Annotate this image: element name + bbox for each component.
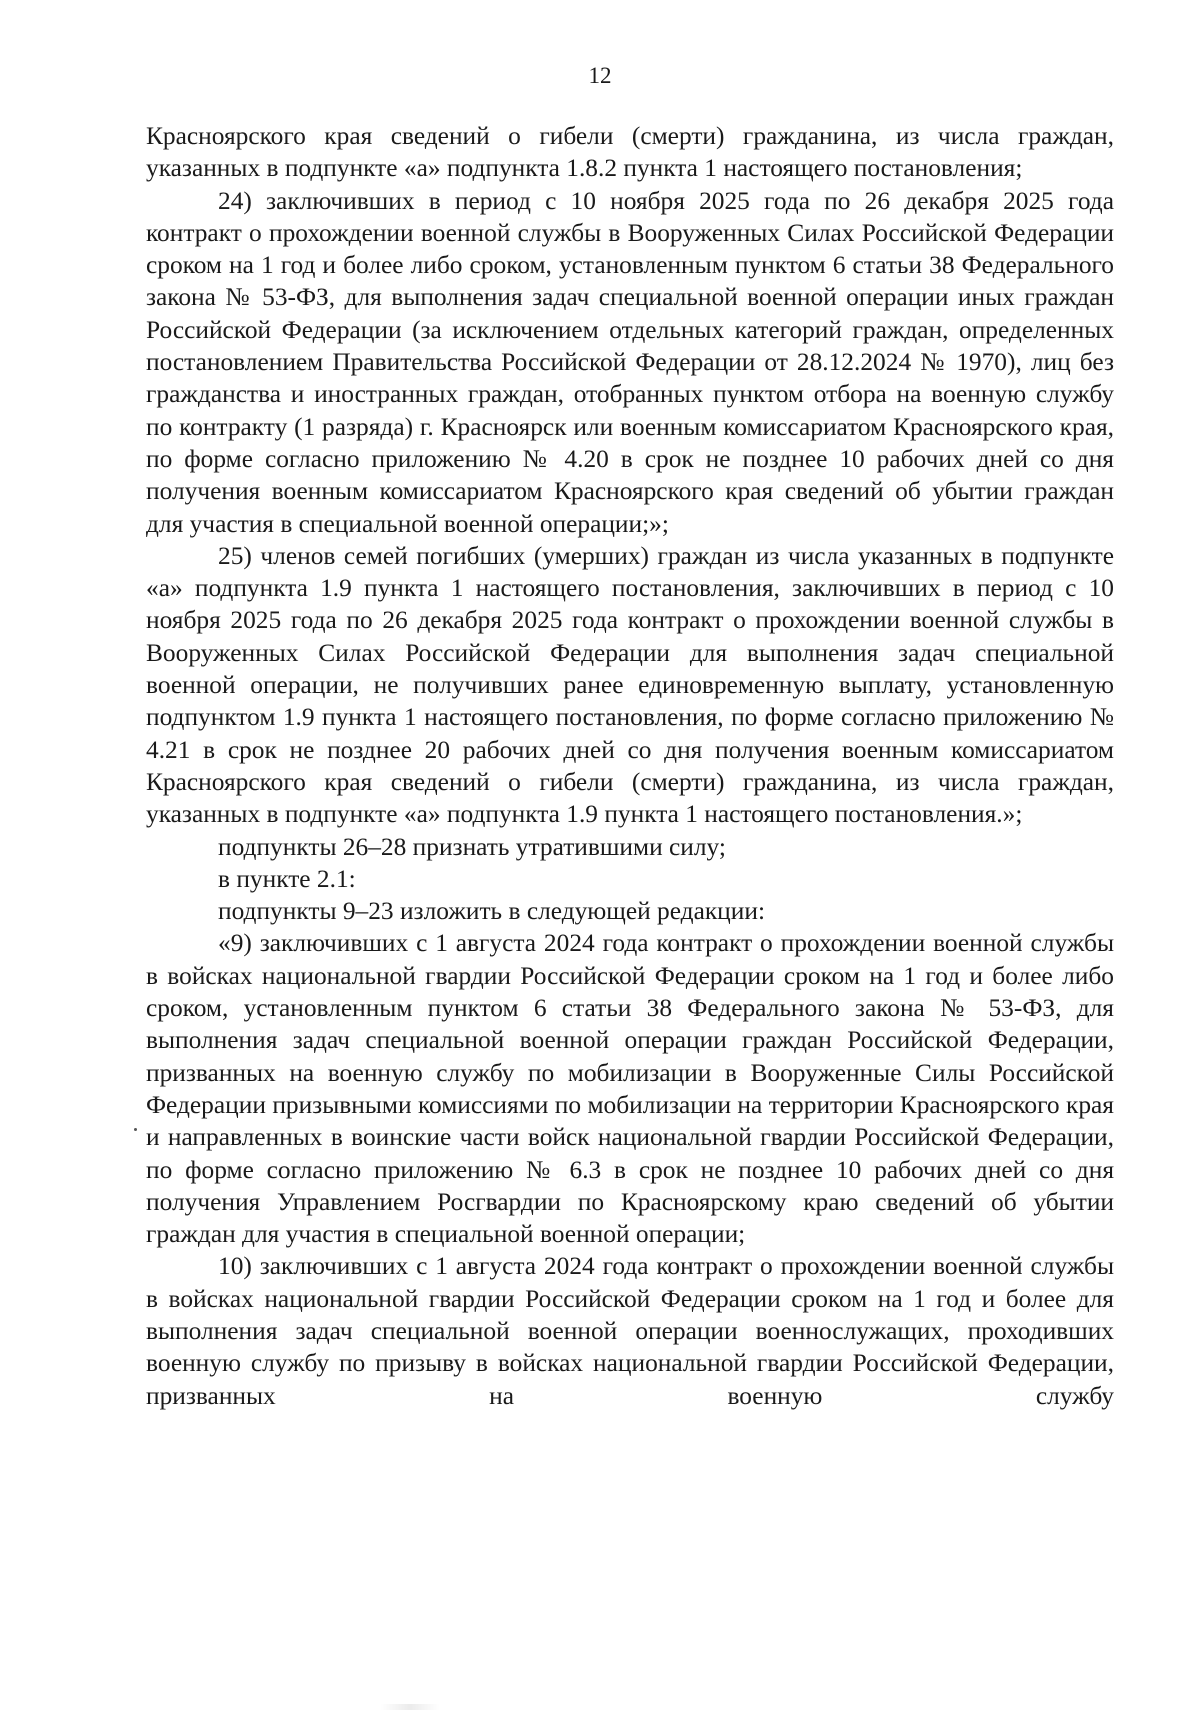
paragraph-subitems-9-23-new-wording: подпункты 9–23 изложить в следующей редакции: bbox=[218, 897, 766, 926]
paragraph-subitems-26-28-repealed: подпункты 26–28 признать утратившими силу; bbox=[218, 832, 726, 861]
paragraph-continuation: Красноярского края сведений о гибели (смерти) гражданина, из числа граждан, указанных в подпункте «а» подпункта 1.8.2 пункта 1 настоящего постановления; bbox=[146, 122, 1114, 183]
paragraph-subitem-25: 25) членов семей погибших (умерших) граждан из числа указанных в подпункте «а» подпункта 1.9 пункта 1 настоящего постановления, заключивших в период с 10 ноября 2025 года по 26 декабря 2025 года контракт о прохождении военной службы в Вооруженных Силах Российской Федерации для выполнения задач специальной военной операции, не получивших ранее единовременную выплату, установленную подпунктом 1.9 пункта 1 настоящего постановления, по форме согласно приложению № 4.21 в срок не позднее 20 рабочих дней со дня получения военным комиссариатом Красноярского края сведений о гибели (смерти) гражданина, из числа граждан, указанных в подпункте «а» подпункта 1.9 пункта 1 настоящего постановления.»; bbox=[146, 541, 1114, 829]
paragraph-subitem-10: 10) заключивших с 1 августа 2024 года контракт о прохождении военной службы в войсках национальной гвардии Российской Федерации сроком на 1 год и более для выполнения задач специальной военной операции военнослужащих, проходивших военную службу по призыву в войсках национальной гвардии Российской Федерации, призванных на военную службу bbox=[146, 1252, 1114, 1410]
page-number: 12 bbox=[588, 63, 612, 88]
scan-smudge bbox=[380, 1704, 440, 1710]
document-body bbox=[146, 120, 1114, 1412]
paragraph-subitem-24: 24) заключивших в период с 10 ноября 2025 года по 26 декабря 2025 года контракт о прохождении военной службы в Вооруженных Силах Российской Федерации сроком на 1 год и более либо сроком, установленным пунктом 6 статьи 38 Федерального закона № 53-ФЗ, для выполнения задач специальной военной операции иных граждан Российской Федерации (за исключением отдельных категорий граждан, определенных постановлением Правительства Российской Федерации от 28.12.2024 № 1970), лиц без гражданства и иностранных граждан, отобранных пунктом отбора на военную службу по контракту (1 разряда) г. Красноярск или военным комиссариатом Красноярского края, по форме согласно приложению № 4.20 в срок не позднее 10 рабочих дней со дня получения военным комиссариатом Красноярского края сведений об убытии граждан для участия в специальной военной операции;»; bbox=[146, 186, 1114, 538]
paragraph-subitem-9: «9) заключивших с 1 августа 2024 года контракт о прохождении военной службы в войсках национальной гвардии Российской Федерации сроком на 1 год и более либо сроком, установленным пунктом 6 статьи 38 Федерального закона № 53-ФЗ, для выполнения задач специальной военной операции граждан Российской Федерации, призванных на военную службу по мобилизации в Вооруженные Силы Российской Федерации призывными комиссиями по мобилизации на территории Красноярского края и направленных в воинские части войск национальной гвардии Российской Федерации, по форме согласно приложению № 6.3 в срок не позднее 10 рабочих дней со дня получения Управлением Росгвардии по Красноярскому краю сведений об убытии граждан для участия в специальной военной операции; bbox=[146, 929, 1114, 1249]
scan-margin-mark bbox=[134, 1128, 137, 1131]
paragraph-item-2-1: в пункте 2.1: bbox=[218, 864, 356, 893]
